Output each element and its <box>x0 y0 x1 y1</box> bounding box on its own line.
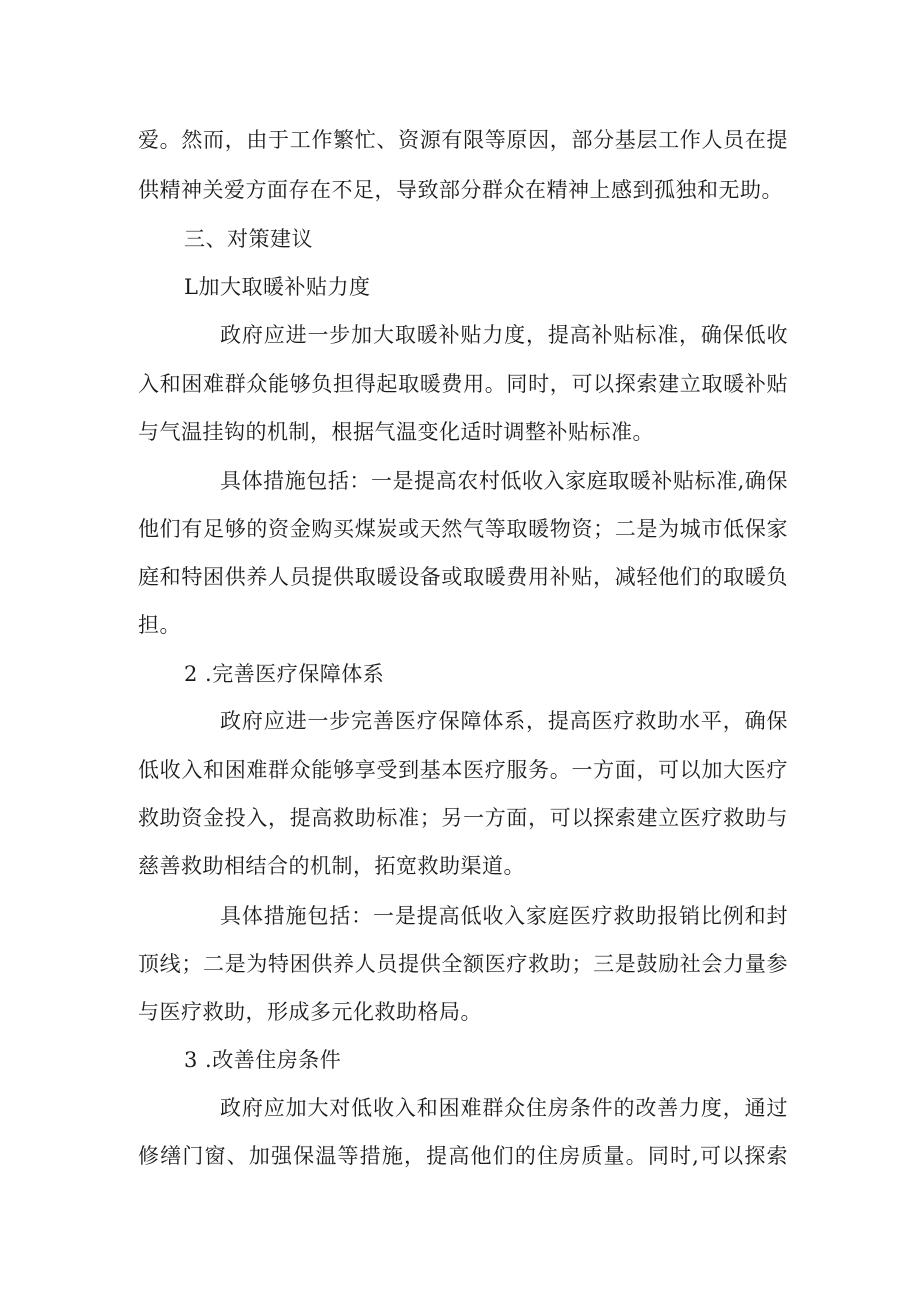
paragraph-line: 低收入和困难群众能够享受到基本医疗服务。一方面，可以加大医疗 <box>138 758 788 782</box>
subsection-heading: 3 .改善住房条件 <box>184 1048 342 1072</box>
paragraph-line: 救助资金投入，提高救助标准；另一方面，可以探索建立医疗救助与 <box>138 806 788 830</box>
paragraph-line: 庭和特困供养人员提供取暖设备或取暖费用补贴，减轻他们的取暖负 <box>138 565 788 589</box>
paragraph-line: 顶线；二是为特困供养人员提供全额医疗救助；三是鼓励社会力量参 <box>138 952 788 976</box>
subsection-heading: L加大取暖补贴力度 <box>184 275 371 299</box>
subsection-heading: 2 .完善医疗保障体系 <box>184 662 385 686</box>
paragraph-line: 政府应进一步加大取暖补贴力度，提高补贴标准，确保低收 <box>220 323 788 347</box>
paragraph-line: 他们有足够的资金购买煤炭或天然气等取暖物资；二是为城市低保家 <box>138 517 788 541</box>
paragraph-line: 政府应进一步完善医疗保障体系，提高医疗救助水平，确保 <box>220 709 788 733</box>
paragraph-line: 具体措施包括：一是提高农村低收入家庭取暖补贴标准,确保 <box>220 469 788 493</box>
paragraph-line: 具体措施包括：一是提高低收入家庭医疗救助报销比例和封 <box>220 904 788 928</box>
paragraph-line: 修缮门窗、加强保温等措施，提高他们的住房质量。同时,可以探索 <box>138 1144 788 1168</box>
paragraph-line: 政府应加大对低收入和困难群众住房条件的改善力度，通过 <box>220 1096 788 1120</box>
paragraph-line: 与气温挂钩的机制，根据气温变化适时调整补贴标准。 <box>138 420 654 444</box>
paragraph-line: 与医疗救助，形成多元化救助格局。 <box>138 1000 482 1024</box>
paragraph-line: 担。 <box>138 613 181 637</box>
paragraph-line: 爱。然而，由于工作繁忙、资源有限等原因，部分基层工作人员在提 <box>138 128 788 152</box>
paragraph-line: 供精神关爱方面存在不足，导致部分群众在精神上感到孤独和无助。 <box>138 178 783 202</box>
section-heading: 三、对策建议 <box>184 227 313 251</box>
paragraph-line: 慈善救助相结合的机制，拓宽救助渠道。 <box>138 854 525 878</box>
paragraph-line: 入和困难群众能够负担得起取暖费用。同时，可以探索建立取暖补贴 <box>138 372 788 396</box>
